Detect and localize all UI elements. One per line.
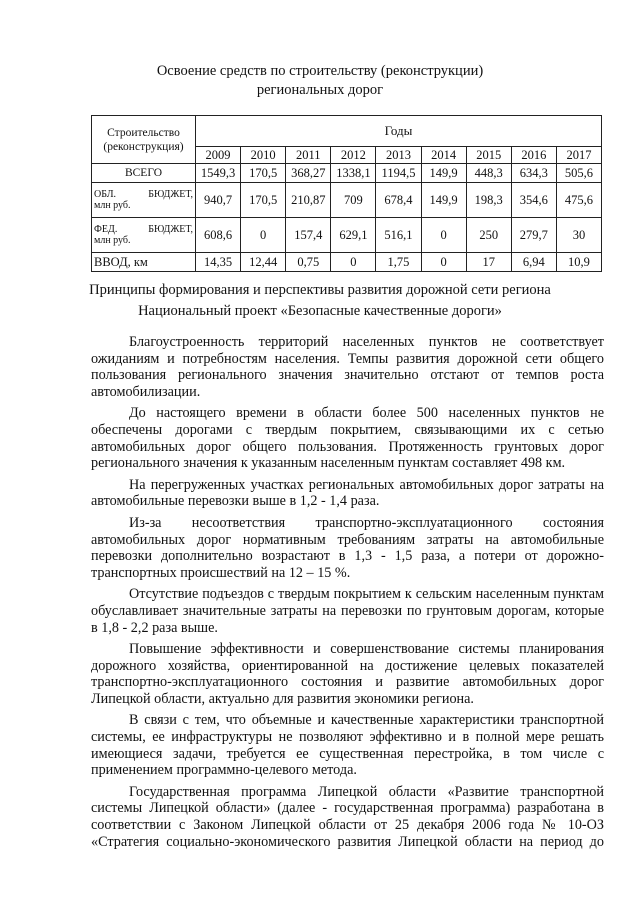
value-cell: 505,6 [556, 164, 601, 183]
table-title-line-2: региональных дорог [256, 82, 384, 98]
row-label-part: ОБЛ. [94, 189, 116, 200]
value-cell: 149,9 [421, 164, 466, 183]
year-cell: 2010 [241, 147, 286, 164]
value-cell: 1338,1 [331, 164, 376, 183]
year-cell: 2013 [376, 147, 421, 164]
paragraph: Из-за несоответствия транспортно-эксплуатационного состояния автомобильных дорог нормативным требованиям затраты на автомобильные перевозки дополнительно возрастают в 1,3 - 1,5 раза, а потери от дорожно-транспортных происшествий на 12 – 15 %. [91, 514, 604, 581]
paragraph: Государственная программа Липецкой области «Развитие транспортной системы Липецкой области» (далее - государственная программа) разработана в соответствии с Законом Липецкой области от 25 декабря 2006 года № 10-ОЗ «Стратегия социально-экономического развития Липецкой области на период до [91, 783, 604, 850]
value-cell: 6,94 [511, 253, 556, 272]
value-cell: 368,27 [286, 164, 331, 183]
row-label-unit: млн руб. [94, 200, 131, 211]
paragraph: Благоустроенность территорий населенных пунктов не соответствует ожиданиям и потребностям населения. Темпы развития дорожной сети общего пользования регионального значения значительно отстают от темпов роста автомобилизации. [91, 334, 604, 400]
value-cell: 475,6 [556, 183, 601, 218]
year-cell: 2009 [196, 147, 241, 164]
row-label-commissioning: ВВОД, км [92, 253, 196, 272]
value-cell: 149,9 [421, 183, 466, 218]
value-cell: 678,4 [376, 183, 421, 218]
value-cell: 30 [556, 218, 601, 253]
year-cell: 2017 [556, 147, 601, 164]
table-title-line-1: Освоение средств по строительству (реконструкции) [156, 63, 484, 79]
body-text [91, 334, 604, 850]
value-cell: 629,1 [331, 218, 376, 253]
value-cell: 516,1 [376, 218, 421, 253]
table-row-commissioning [92, 253, 602, 272]
row-label-part: БЮДЖЕТ, [148, 224, 193, 235]
value-cell: 634,3 [511, 164, 556, 183]
table-title [0, 62, 640, 100]
table-row-total [92, 164, 602, 183]
value-cell: 0,75 [286, 253, 331, 272]
value-cell: 210,87 [286, 183, 331, 218]
value-cell: 0 [421, 218, 466, 253]
value-cell: 1194,5 [376, 164, 421, 183]
value-cell: 0 [331, 253, 376, 272]
row-label-unit: млн руб. [94, 235, 131, 246]
value-cell: 17 [466, 253, 511, 272]
section-title: Принципы формирования и перспективы развития дорожной сети региона [89, 282, 551, 298]
row-label-regional-budget [92, 183, 196, 218]
paragraph: В связи с тем, что объемные и качественные характеристики транспортной системы, ее инфраструктуры не позволяют эффективно и в полной мере решать имеющиеся задачи, требуется ее существенная перестройка, в том числе с применением программно-целевого метода. [91, 712, 604, 779]
value-cell: 157,4 [286, 218, 331, 253]
value-cell: 0 [241, 218, 286, 253]
value-cell: 709 [331, 183, 376, 218]
value-cell: 170,5 [241, 183, 286, 218]
header-years: Годы [196, 116, 602, 147]
row-label-part: ФЕД. [94, 224, 118, 235]
value-cell: 448,3 [466, 164, 511, 183]
year-cell: 2016 [511, 147, 556, 164]
value-cell: 250 [466, 218, 511, 253]
value-cell: 170,5 [241, 164, 286, 183]
row-label-part: БЮДЖЕТ, [148, 189, 193, 200]
value-cell: 940,7 [196, 183, 241, 218]
value-cell: 12,44 [241, 253, 286, 272]
table-row-regional-budget [92, 183, 602, 218]
table-row-federal-budget [92, 218, 602, 253]
paragraph: Повышение эффективности и совершенствование системы планирования дорожного хозяйства, ориентированной на достижение целевых показателей транспортно-эксплуатационного состояния и развитие автомобильных дорог Липецкой области, актуально для развития экономики региона. [91, 641, 604, 707]
construction-funding-table [91, 115, 602, 272]
value-cell: 10,9 [556, 253, 601, 272]
year-cell: 2011 [286, 147, 331, 164]
value-cell: 354,6 [511, 183, 556, 218]
value-cell: 0 [421, 253, 466, 272]
value-cell: 279,7 [511, 218, 556, 253]
paragraph: На перегруженных участках региональных автомобильных дорог затраты на автомобильные перевозки выше в 1,2 - 1,4 раза. [91, 476, 604, 510]
value-cell: 1,75 [376, 253, 421, 272]
row-label-federal-budget [92, 218, 196, 253]
value-cell: 608,6 [196, 218, 241, 253]
year-cell: 2014 [421, 147, 466, 164]
paragraph: До настоящего времени в области более 500 населенных пунктов не обеспечены дорогами с твердым покрытием, связывающими их с сетью автомобильных дорог общего пользования. Протяженность грунтовых дорог регионального значения к указанным населенным пунктам составляет 498 км. [91, 405, 604, 472]
row-label-total: ВСЕГО [92, 164, 196, 183]
project-title: Национальный проект «Безопасные качественные дороги» [138, 303, 502, 319]
paragraph: Отсутствие подъездов с твердым покрытием к сельским населенным пунктам обуславливает значительные затраты на перевозки по грунтовым дорогам, которые в 1,8 - 2,2 раза выше. [91, 586, 604, 636]
year-cell: 2012 [331, 147, 376, 164]
value-cell: 198,3 [466, 183, 511, 218]
value-cell: 1549,3 [196, 164, 241, 183]
year-cell: 2015 [466, 147, 511, 164]
header-construction: Строительство (реконструкция) [92, 116, 196, 164]
value-cell: 14,35 [196, 253, 241, 272]
